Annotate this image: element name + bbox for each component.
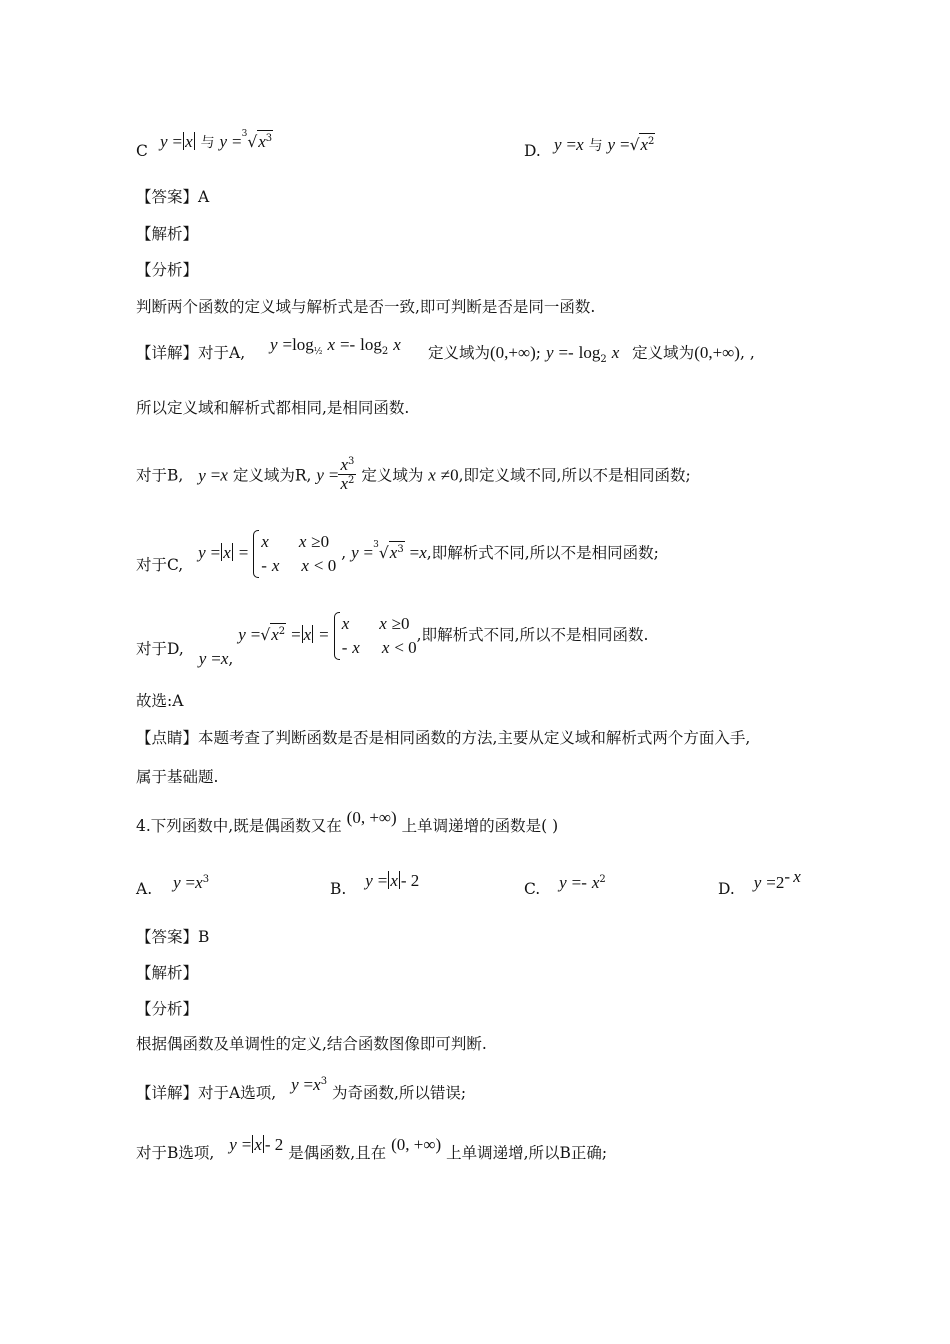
q3-fenxi-heading: 【分析】: [136, 261, 199, 279]
q3-jiexi-heading: 【解析】: [136, 225, 199, 243]
q3-choice: 故选:A: [136, 692, 184, 710]
q3-detail-c-line: 对于C, y = x = x x ≥0 - x x < 0 , $y =^3√x^3 =x$,即解析式不同,所以不是相同函数;: [136, 530, 659, 578]
q4-option-d: D. $y =2^{- x}$: [718, 866, 801, 898]
q3-detail-b-line: 对于B, y =x 定义域为R, y = $\frac{x^3}{x^2}$ 定义域为 x ≠0,即定义域不同,所以不是相同函数;: [136, 455, 691, 493]
q3-detail-a-domain1: 定义域为(0,+∞); $y =- \log_2 x$ 定义域为(0,+∞), ,: [428, 343, 755, 366]
q3-option-c: C: [136, 142, 148, 160]
q3-detail-a-formula1: $y =\log_{\frac{1}{2}}$ $x =- \log_2 x$: [270, 335, 401, 358]
q4-detail-a-line: 【详解】对于A选项, $y =x^3$ 为奇函数,所以错误;: [136, 1075, 467, 1102]
q3-comment-line1: 【点睛】本题考查了判断函数是否是相同函数的方法,主要从定义域和解析式两个方面入手,: [136, 729, 751, 747]
q3-detail-a-line2: 所以定义域和解析式都相同,是相同函数.: [136, 399, 410, 417]
q4-option-b: B. y = x - 2: [330, 871, 420, 898]
q3-detail-d-line: 对于D, y =x, $y =√x^2 = x$ = x x ≥0 - x x < 0 ,即解析式不同,所以不是相同函数.: [136, 614, 649, 668]
q4-fenxi-heading: 【分析】: [136, 1000, 199, 1018]
q3-option-d-formula: y =x 与 $y =√x^2$: [554, 135, 655, 154]
q4-jiexi-heading: 【解析】: [136, 964, 199, 982]
q4-answer: 【答案】B: [136, 928, 210, 946]
q4-detail-b-line: 对于B选项, y = x - 2 是偶函数,且在 (0, +∞) 上单调递增,所以B正确;: [136, 1135, 608, 1162]
q3-fenxi-text: 判断两个函数的定义域与解析式是否一致,即可判断是否是同一函数.: [136, 298, 596, 316]
q3-detail-a-line: 【详解】对于A,: [136, 344, 246, 362]
q4-option-a: A. $y =x^3$: [136, 873, 210, 898]
q3-answer: 【答案】A: [136, 188, 210, 206]
q4-stem: 4.下列函数中,既是偶函数又在 (0, +∞) 上单调递增的函数是( ): [136, 808, 559, 835]
q4-fenxi-text: 根据偶函数及单调性的定义,结合函数图像即可判断.: [136, 1035, 487, 1053]
q3-option-c-formula: y = x 与 $y =^3√x^3$: [160, 128, 273, 151]
q4-option-c: C. $y =- x^2$: [524, 873, 606, 898]
q3-comment-line2: 属于基础题.: [136, 768, 219, 786]
q3-option-d: D.: [524, 142, 541, 160]
